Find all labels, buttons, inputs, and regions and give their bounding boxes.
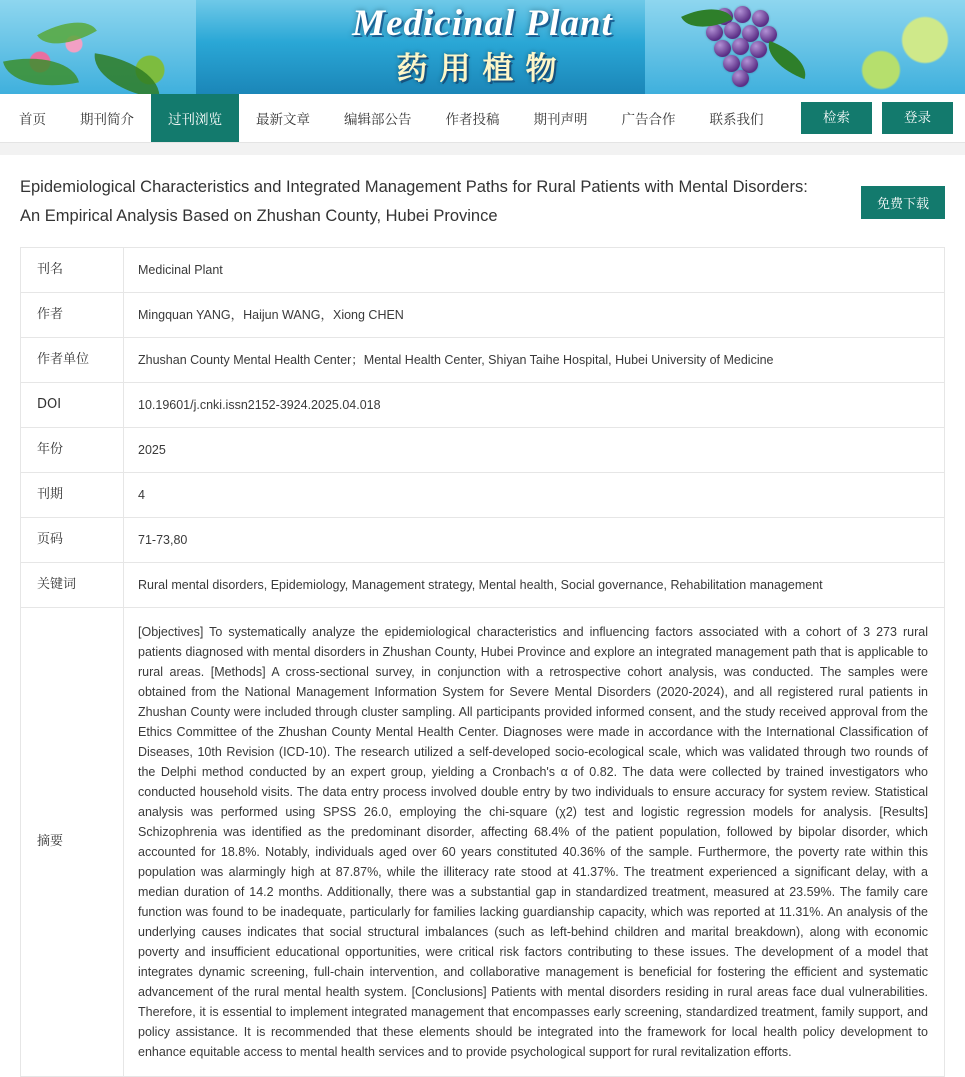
field-value-authors: Mingquan YANG，Haijun WANG，Xiong CHEN bbox=[124, 293, 945, 338]
table-row bbox=[21, 428, 945, 473]
main-navigation bbox=[0, 94, 965, 143]
nav-item-journal-intro[interactable]: 期刊简介 bbox=[80, 112, 134, 128]
site-banner bbox=[0, 0, 965, 94]
table-row bbox=[21, 248, 945, 293]
article-title: Epidemiological Characteristics and Integrated Management Paths for Rural Patients with Mental Disorders: An Empirical Analysis Based on Zhushan County, Hubei Province bbox=[20, 178, 808, 225]
field-label-affiliation: 作者单位 bbox=[21, 338, 124, 383]
article-metadata-table bbox=[20, 247, 945, 1077]
free-download-button[interactable]: 免费下载 bbox=[861, 186, 945, 219]
field-label-issue: 刊期 bbox=[21, 473, 124, 518]
nav-item-author-submission[interactable]: 作者投稿 bbox=[445, 112, 500, 128]
leaf-icon bbox=[3, 47, 79, 94]
grapes-icon bbox=[690, 4, 810, 90]
field-value-abstract: [Objectives] To systematically analyze the epidemiological characteristics and influencing factors associated with a cohort of 3 273 rural patients diagnosed with mental disorders in Zhushan County, Hubei Province and explore an integrated management path that is applicable to rural areas. [Methods] A cross-sectional survey, in conjunction with a retrospective cohort analysis, was conducted. The samples were obtained from the National Management Information System for Severe Mental Disorders (2020-2024), and all registered rural patients in Zhushan County were included through cluster sampling. All participants provided informed consent, and the study received approval from the Ethics Committee of the Zhushan County Mental Health Center. Diagnoses were made in accordance with the International Classification of Diseases, 10th Revision (ICD-10). The research utilized a self-developed socio-ecological scale, which was validated through two rounds of the Delphi method conducted by an expert group, yielding a Cronbach's α of 0.82. The data were collected by trained investigators who conducted household visits. The data entry process involved double entry by two individuals to ensure accuracy for system review. Statistical analysis was performed using SPSS 26.0, employing the chi-square (χ2) test and logistic regression models for analysis. [Results] Schizophrenia was identified as the predominant disorder, affecting 68.4% of the patient population, followed by bipolar disorder, which accounted for 18.8%. Notably, individuals aged over 60 years constituted 40.36% of the sample. Furthermore, the poverty rate within this population was alarmingly high at 87.87%, while the illiteracy rate stood at 41.37%. The treatment experienced a significant delay, with a median duration of 14.2 months. Additionally, there was a substantial gap in standardized treatment, measured at 23.59%. The family care function was found to be inadequate, particularly for families lacking guardianship capacity, which was reported at 11.31%. An analysis of the underlying causes indicates that social structural imbalances (such as left-behind children and marital breakdown), along with economic poverty and insufficient educational opportunities, were critical risk factors contributing to these issues. The development of a model that integrates dynamic screening, full-chain intervention, and collaborative management is beneficial for fostering the efficient and systematic advancement of the rural mental health system. [Conclusions] Patients with mental disorders residing in rural areas face dual vulnerabilities. Therefore, it is essential to implement integrated management that encompasses early screening, standardized treatment, family support, and policy assistance. It is recommended that these elements should be integrated into the framework for local health policy development to enhance equitable access to mental health services and to provide psychological support for rural revitalization efforts. bbox=[124, 608, 945, 1077]
field-value-journal: Medicinal Plant bbox=[124, 248, 945, 293]
nav-item-advertising[interactable]: 广告合作 bbox=[621, 112, 676, 128]
table-row bbox=[21, 608, 945, 1077]
section-divider bbox=[0, 143, 965, 155]
nav-item-home[interactable]: 首页 bbox=[19, 112, 46, 128]
field-label-journal: 刊名 bbox=[21, 248, 124, 293]
table-row bbox=[21, 518, 945, 563]
field-value-affiliation: Zhushan County Mental Health Center；Mental Health Center, Shiyan Taihe Hospital, Hubei University of Medicine bbox=[124, 338, 945, 383]
field-value-doi: 10.19601/j.cnki.issn2152-3924.2025.04.018 bbox=[124, 383, 945, 428]
nav-item-latest-articles[interactable]: 最新文章 bbox=[256, 112, 310, 128]
article-title-row bbox=[20, 173, 945, 239]
table-row bbox=[21, 383, 945, 428]
table-row bbox=[21, 473, 945, 518]
nav-item-journal-statement[interactable]: 期刊声明 bbox=[533, 112, 588, 128]
banner-title-en: Medicinal Plant bbox=[352, 3, 613, 44]
search-button[interactable]: 检索 bbox=[801, 102, 872, 134]
field-label-authors: 作者 bbox=[21, 293, 124, 338]
banner-left-flowers bbox=[0, 0, 196, 94]
table-row bbox=[21, 338, 945, 383]
table-row bbox=[21, 563, 945, 608]
nav-spacer bbox=[781, 94, 802, 142]
banner-title-cn: 药用植物 bbox=[396, 51, 569, 87]
nav-item-editorial-notice[interactable]: 编辑部公告 bbox=[344, 112, 412, 128]
leaf-icon bbox=[37, 8, 97, 58]
leaf-icon bbox=[90, 53, 164, 94]
article-detail bbox=[0, 155, 965, 1077]
table-row bbox=[21, 293, 945, 338]
field-value-issue: 4 bbox=[124, 473, 945, 518]
field-label-abstract: 摘要 bbox=[21, 608, 124, 1077]
login-button[interactable]: 登录 bbox=[882, 102, 953, 134]
nav-item-contact-us[interactable]: 联系我们 bbox=[709, 112, 764, 128]
field-label-year: 年份 bbox=[21, 428, 124, 473]
field-value-pages: 71-73,80 bbox=[124, 518, 945, 563]
field-value-year: 2025 bbox=[124, 428, 945, 473]
field-label-pages: 页码 bbox=[21, 518, 124, 563]
field-value-keywords: Rural mental disorders, Epidemiology, Management strategy, Mental health, Social governance, Rehabilitation management bbox=[124, 563, 945, 608]
nav-item-archive[interactable]: 过刊浏览 bbox=[151, 94, 239, 142]
field-label-keywords: 关键词 bbox=[21, 563, 124, 608]
field-label-doi: DOI bbox=[21, 383, 124, 428]
nav-actions bbox=[801, 94, 965, 142]
